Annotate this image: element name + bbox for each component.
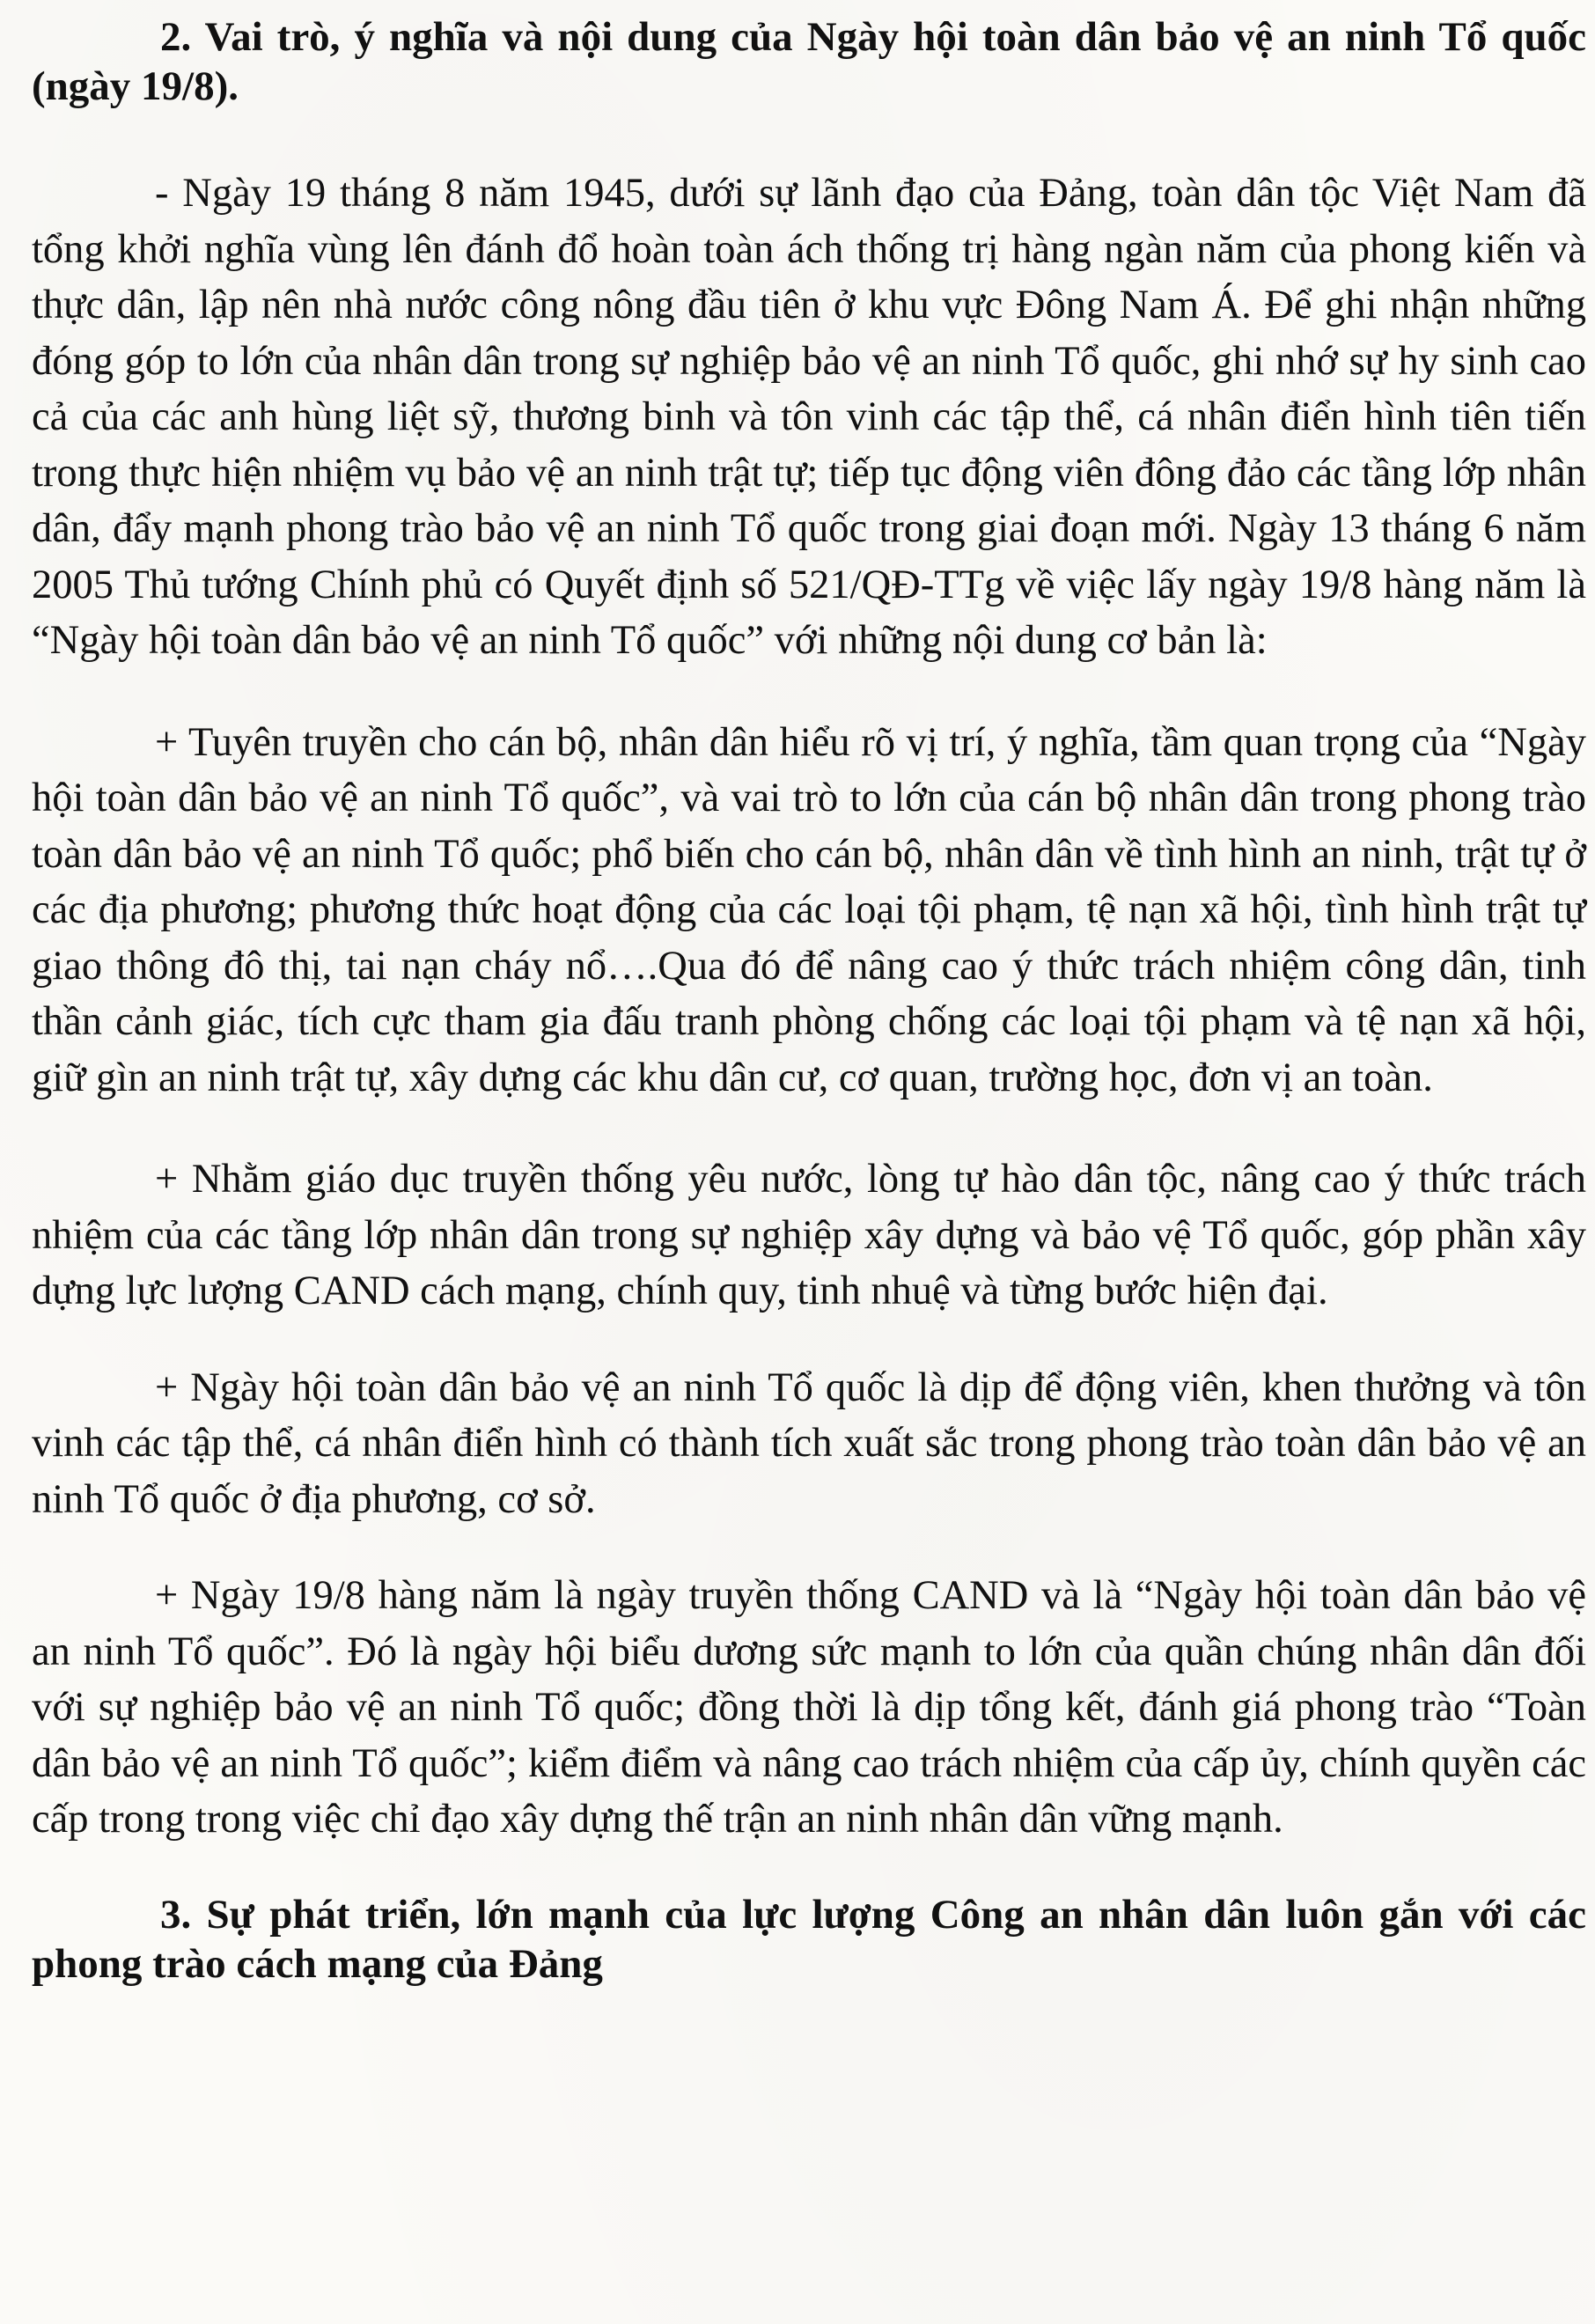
paragraph-commendation: + Ngày hội toàn dân bảo vệ an ninh Tổ quốc là dịp để động viên, khen thưởng và tôn vinh các tập thể, cá nhân điển hình có thành tích xuất sắc trong phong trào toàn dân bảo vệ an ninh Tổ quốc ở địa phương, cơ sở.	[32, 1364, 1586, 1522]
section-3-heading: 3. Sự phát triển, lớn mạnh của lực lượng Công an nhân dân luôn gắn với các phong trào cách mạng của Đảng	[32, 1891, 1586, 1987]
paragraph-history: - Ngày 19 tháng 8 năm 1945, dưới sự lãnh đạo của Đảng, toàn dân tộc Việt Nam đã tổng khởi nghĩa vùng lên đánh đổ hoàn toàn ách thống trị hàng ngàn năm của phong kiến và thực dân, lập nên nhà nước công nông đầu tiên ở khu vực Đông Nam Á. Để ghi nhận những đóng góp to lớn của nhân dân trong sự nghiệp bảo vệ an ninh Tổ quốc, ghi nhớ sự hy sinh cao cả của các anh hùng liệt sỹ, thương binh và tôn vinh các tập thể, cá nhân điển hình tiên tiến trong thực hiện nhiệm vụ bảo vệ an ninh trật tự; tiếp tục động viên đông đảo các tầng lớp nhân dân, đẩy mạnh phong trào bảo vệ an ninh Tổ quốc trong giai đoạn mới. Ngày 13 tháng 6 năm 2005 Thủ tướng Chính phủ có Quyết định số 521/QĐ-TTg về việc lấy ngày 19/8 hàng năm là “Ngày hội toàn dân bảo vệ an ninh Tổ quốc” với những nội dung cơ bản là:	[32, 171, 1586, 663]
paragraph-propaganda: + Tuyên truyền cho cán bộ, nhân dân hiểu rõ vị trí, ý nghĩa, tầm quan trọng của “Ngày hội toàn dân bảo vệ an ninh Tổ quốc”, và vai trò to lớn của cán bộ nhân dân trong phong trào toàn dân bảo vệ an ninh Tổ quốc; phổ biến cho cán bộ, nhân dân về tình hình an ninh, trật tự ở các địa phương; phương thức hoạt động của các loại tội phạm, tệ nạn xã hội, tình hình trật tự giao thông đô thị, tai nạn cháy nổ….Qua đó để nâng cao ý thức trách nhiệm công dân, tinh thần cảnh giác, tích cực tham gia đấu tranh phòng chống các loại tội phạm và tệ nạn xã hội, giữ gìn an ninh trật tự, xây dựng các khu dân cư, cơ quan, trường học, đơn vị an toàn.	[32, 719, 1586, 1100]
section-2-heading: 2. Vai trò, ý nghĩa và nội dung của Ngày hội toàn dân bảo vệ an ninh Tổ quốc (ngày 19/8).	[32, 14, 1586, 109]
paragraph-education: + Nhằm giáo dục truyền thống yêu nước, lòng tự hào dân tộc, nâng cao ý thức trách nhiệm của các tầng lớp nhân dân trong sự nghiệp xây dựng và bảo vệ Tổ quốc, góp phần xây dựng lực lượng CAND cách mạng, chính quy, tinh nhuệ và từng bước hiện đại.	[32, 1157, 1586, 1313]
paragraph-tradition-day: + Ngày 19/8 hàng năm là ngày truyền thống CAND và là “Ngày hội toàn dân bảo vệ an ninh Tổ quốc”. Đó là ngày hội biểu dương sức mạnh to lớn của quần chúng nhân dân đối với sự nghiệp bảo vệ an ninh Tổ quốc; đồng thời là dịp tổng kết, đánh giá phong trào “Toàn dân bảo vệ an ninh Tổ quốc”; kiểm điểm và nâng cao trách nhiệm của cấp ủy, chính quyền các cấp trong trong việc chỉ đạo xây dựng thế trận an ninh nhân dân vững mạnh.	[32, 1573, 1586, 1842]
document-body	[32, 12, 1586, 1989]
